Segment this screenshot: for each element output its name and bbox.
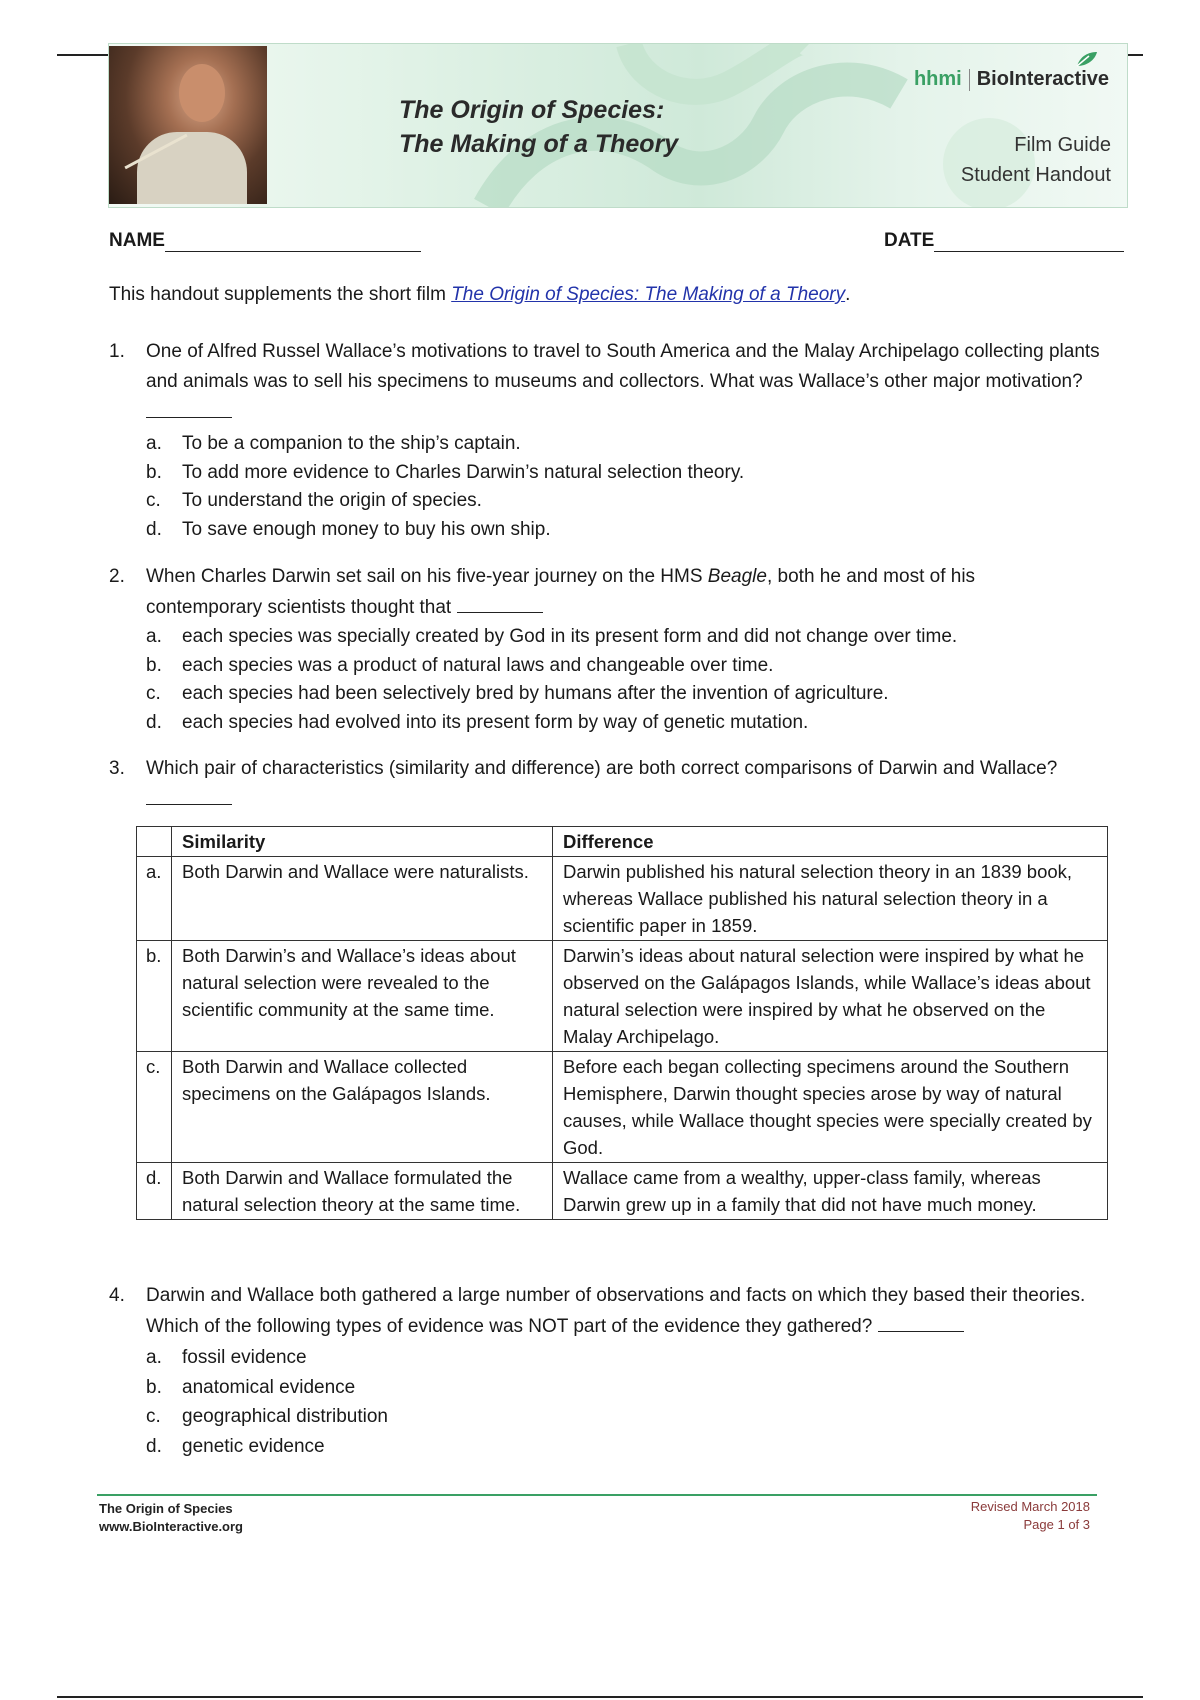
header-banner (108, 43, 1128, 208)
footer-page-number: Page 1 of 3 (1023, 1517, 1090, 1532)
row-letter: d. (137, 1163, 172, 1220)
brand-biointeractive: BioInteractive (976, 68, 1109, 90)
option-d: d. each species had evolved into its present form by way of genetic mutation. (146, 711, 809, 733)
doc-type-line1: Film Guide (1014, 134, 1111, 156)
comparison-table (136, 826, 1108, 1220)
intro-paragraph: This handout supplements the short film The Origin of Species: The Making of a Theory. (109, 284, 851, 305)
doc-type-line2: Student Handout (960, 164, 1111, 186)
difference-cell: Wallace came from a wealthy, upper-class family, whereas Darwin grew up in a family that did not have much money. (553, 1163, 1108, 1220)
option-b: b. each species was a product of natural laws and changeable over time. (146, 654, 774, 676)
bottom-rule (57, 1696, 1143, 1698)
table-header-row (137, 827, 1108, 857)
question-stem: When Charles Darwin set sail on his five-year journey on the HMS Beagle, both he and most of his contemporary scientists thought that (146, 566, 976, 618)
answer-blank[interactable] (457, 592, 543, 613)
row-letter: b. (137, 941, 172, 1052)
date-blank[interactable] (934, 231, 1124, 252)
answer-blank[interactable] (878, 1311, 964, 1332)
question-number: 2. (109, 566, 125, 587)
option-d: d. To save enough money to buy his own ship. (146, 518, 551, 540)
difference-cell: Darwin published his natural selection theory in an 1839 book, whereas Wallace published his natural selection theory in a scientific paper in 1859. (553, 857, 1108, 941)
top-rule-right (1126, 54, 1143, 56)
answer-blank[interactable] (146, 397, 232, 418)
question-2 (109, 562, 1049, 737)
name-field (109, 230, 421, 252)
question-stem: Darwin and Wallace both gathered a large number of observations and facts on which they based their theories. Which of the following types of evidence was NOT part of the evidence they gathered? (146, 1285, 1086, 1337)
table-row (137, 1052, 1108, 1163)
footer-film-name: The Origin of Species (99, 1501, 233, 1516)
leaf-logo-icon (1073, 48, 1101, 70)
answer-blank[interactable] (146, 784, 232, 805)
question-number: 4. (109, 1285, 125, 1306)
option-b: b. To add more evidence to Charles Darwin’s natural selection theory. (146, 461, 745, 483)
doc-title-line1: The Origin of Species: (399, 96, 665, 124)
film-link[interactable]: The Origin of Species: The Making of a Theory (451, 284, 846, 305)
question-4 (109, 1281, 1119, 1461)
table-row (137, 1163, 1108, 1220)
date-field (884, 230, 1124, 252)
similarity-cell: Both Darwin and Wallace were naturalists. (172, 857, 553, 941)
option-c: c. To understand the origin of species. (146, 490, 482, 511)
option-c: c. geographical distribution (146, 1406, 388, 1427)
date-label: DATE (884, 230, 935, 251)
table-header-similarity: Similarity (172, 827, 553, 857)
table-header-blank (137, 827, 172, 857)
question-stem: Which pair of characteristics (similarity and difference) are both correct comparisons of Darwin and Wallace? (146, 754, 1069, 815)
question-number: 3. (109, 758, 125, 779)
question-number: 1. (109, 341, 125, 362)
name-label: NAME (109, 230, 165, 251)
table-header-difference: Difference (553, 827, 1108, 857)
question-stem: One of Alfred Russel Wallace’s motivations to travel to South America and the Malay Archipelago collecting plants and animals was to sell his specimens to museums and collectors. What was Wallace’s other major motivation? (146, 337, 1119, 428)
name-blank[interactable] (165, 231, 421, 252)
option-a: a. To be a companion to the ship’s captain. (146, 433, 521, 454)
option-a: a. each species was specially created by God in its present form and did not change over time. (146, 626, 958, 647)
intro-text: This handout supplements the short film (109, 284, 452, 305)
footer-left (99, 1500, 243, 1536)
brand-logo (914, 68, 1109, 91)
table-row (137, 941, 1108, 1052)
question-1 (109, 337, 1119, 544)
similarity-cell: Both Darwin’s and Wallace’s ideas about natural selection were revealed to the scientific community at the same time. (172, 941, 553, 1052)
footer-revised-date: Revised March 2018 (970, 1499, 1090, 1514)
option-a: a. fossil evidence (146, 1347, 307, 1368)
option-b: b. anatomical evidence (146, 1376, 356, 1398)
table-row (137, 857, 1108, 941)
option-c: c. each species had been selectively bred by humans after the invention of agriculture. (146, 683, 889, 704)
difference-cell: Before each began collecting specimens around the Southern Hemisphere, Darwin thought species arose by way of natural causes, while Wallace thought species were specially created by God. (553, 1052, 1108, 1163)
row-letter: a. (137, 857, 172, 941)
similarity-cell: Both Darwin and Wallace formulated the natural selection theory at the same time. (172, 1163, 553, 1220)
footer-right (971, 1498, 1090, 1534)
top-rule-left (57, 54, 109, 56)
doc-type (961, 130, 1111, 190)
row-letter: c. (137, 1052, 172, 1163)
option-d: d. genetic evidence (146, 1435, 325, 1457)
film-still-photo (109, 46, 267, 204)
doc-title-line2: The Making of a Theory (399, 130, 679, 158)
similarity-cell: Both Darwin and Wallace collected specimens on the Galápagos Islands. (172, 1052, 553, 1163)
footer-website: www.BioInteractive.org (99, 1519, 243, 1534)
question-3 (109, 754, 1069, 815)
brand-hhmi: hhmi (913, 68, 962, 90)
difference-cell: Darwin’s ideas about natural selection were inspired by what he observed on the Galápagos Islands, while Wallace’s ideas about natural selection were inspired by what he observed on the Malay Archipelago. (553, 941, 1108, 1052)
footer-rule (97, 1494, 1097, 1496)
